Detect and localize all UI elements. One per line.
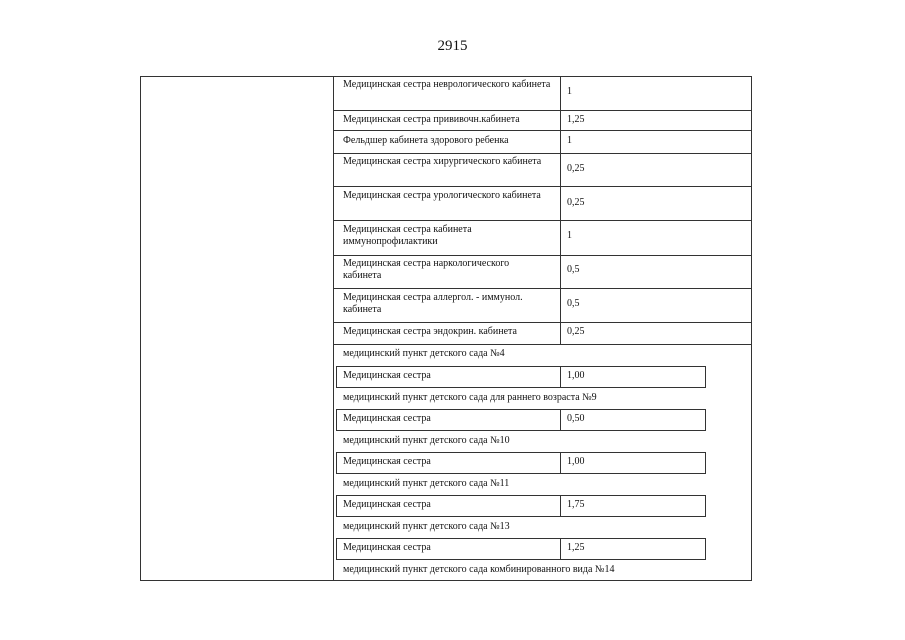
value-divider bbox=[560, 538, 561, 560]
position-value: 0,25 bbox=[567, 197, 585, 208]
row-line bbox=[333, 186, 752, 187]
section-value: 1,00 bbox=[567, 456, 585, 467]
section-title: медицинский пункт детского сада №4 bbox=[343, 348, 505, 359]
position-name: Медицинская сестра неврологического кабинета bbox=[343, 79, 551, 90]
section-title: медицинский пункт детского сада №10 bbox=[343, 435, 510, 446]
section-position: Медицинская сестра bbox=[343, 370, 431, 381]
section-position: Медицинская сестра bbox=[343, 542, 431, 553]
row-line bbox=[333, 344, 752, 345]
value-divider bbox=[560, 452, 561, 474]
section-value: 1,75 bbox=[567, 499, 585, 510]
row-line bbox=[333, 220, 752, 221]
section-title: медицинский пункт детского сада №11 bbox=[343, 478, 510, 489]
position-value: 1 bbox=[567, 230, 572, 241]
value-divider bbox=[560, 409, 561, 431]
value-column-divider bbox=[560, 76, 561, 344]
position-value: 1,25 bbox=[567, 114, 585, 125]
value-divider bbox=[560, 495, 561, 517]
position-value: 0,25 bbox=[567, 326, 585, 337]
row-line bbox=[333, 153, 752, 154]
section-value: 1,00 bbox=[567, 370, 585, 381]
column-divider bbox=[333, 76, 334, 581]
section-position: Медицинская сестра bbox=[343, 456, 431, 467]
row-line bbox=[333, 322, 752, 323]
position-name: Медицинская сестра эндокрин. кабинета bbox=[343, 326, 517, 337]
section-position: Медицинская сестра bbox=[343, 499, 431, 510]
row-line bbox=[333, 110, 752, 111]
position-name: Медицинская сестра аллергол. - иммунол. кабинета bbox=[343, 292, 523, 315]
position-name: Фельдшер кабинета здорового ребенка bbox=[343, 135, 509, 146]
position-value: 0,25 bbox=[567, 163, 585, 174]
section-position: Медицинская сестра bbox=[343, 413, 431, 424]
position-value: 0,5 bbox=[567, 298, 580, 309]
section-title: медицинский пункт детского сада комбинированного вида №14 bbox=[343, 564, 615, 575]
row-line bbox=[333, 130, 752, 131]
page-number: 2915 bbox=[437, 38, 468, 54]
row-line bbox=[333, 255, 752, 256]
position-value: 0,5 bbox=[567, 264, 580, 275]
section-value: 1,25 bbox=[567, 542, 585, 553]
section-value: 0,50 bbox=[567, 413, 585, 424]
value-divider bbox=[560, 366, 561, 388]
section-title: медицинский пункт детского сада №13 bbox=[343, 521, 510, 532]
section-title: медицинский пункт детского сада для раннего возраста №9 bbox=[343, 392, 597, 403]
row-line bbox=[333, 288, 752, 289]
position-value: 1 bbox=[567, 86, 572, 97]
position-name: Медицинская сестра наркологического кабинета bbox=[343, 258, 510, 281]
position-name: Медицинская сестра хирургического кабинета bbox=[343, 156, 542, 167]
position-name: Медицинская сестра прививочн.кабинета bbox=[343, 114, 520, 125]
position-name: Медицинская сестра урологического кабинета bbox=[343, 190, 541, 201]
position-value: 1 bbox=[567, 135, 572, 146]
position-name: Медицинская сестра кабинета иммунопрофилактики bbox=[343, 224, 472, 247]
